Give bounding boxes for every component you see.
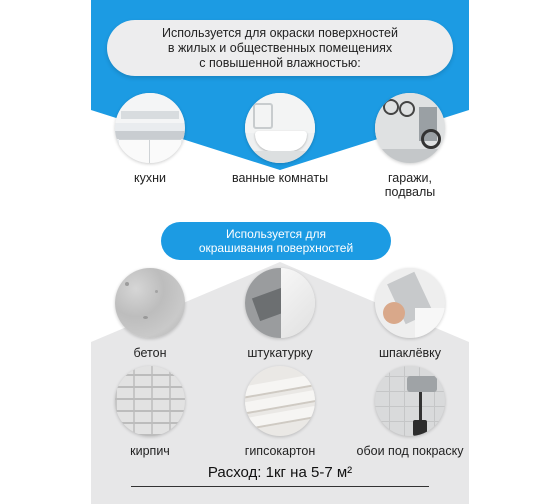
room-item-kitchen: [95, 93, 205, 185]
bathroom-photo-icon: [245, 93, 315, 163]
surface-label-concrete: бетон: [133, 346, 167, 360]
plaster-photo-icon: [245, 268, 315, 338]
wallpaper-photo-icon: [375, 366, 445, 436]
garage-photo-icon: [375, 93, 445, 163]
room-item-bathroom: [225, 93, 335, 185]
usage-surfaces-banner: [161, 222, 391, 260]
surface-label-brick: кирпич: [130, 444, 170, 458]
surface-item-drywall: [225, 366, 335, 458]
concrete-photo-icon: [115, 268, 185, 338]
usage-rooms-banner: [107, 20, 453, 76]
surface-item-putty: [355, 268, 465, 360]
product-info-card: [91, 0, 469, 504]
brick-photo-icon: [115, 366, 185, 436]
usage-rooms-text: Используется для окраски поверхностей в жилых и общественных помещениях с повышенной влажностью:: [162, 25, 398, 70]
surface-label-wallpaper: обои под покраску: [356, 444, 464, 458]
surface-label-plaster: штукатурку: [247, 346, 313, 360]
drywall-photo-icon: [245, 366, 315, 436]
surface-item-wallpaper: [355, 366, 465, 458]
kitchen-photo-icon: [115, 93, 185, 163]
surface-label-drywall: гипсокартон: [244, 444, 316, 458]
room-item-garage: [355, 93, 465, 199]
footer-divider: [131, 486, 429, 487]
consumption-rate: Расход: 1кг на 5-7 м²: [207, 464, 353, 481]
usage-surfaces-text: Используется для окрашивания поверхностей: [198, 227, 354, 255]
room-label-kitchen: кухни: [134, 171, 166, 185]
surface-item-concrete: [95, 268, 205, 360]
surface-item-plaster: [225, 268, 335, 360]
room-label-bathroom: ванные комнаты: [231, 171, 329, 185]
surface-label-putty: шпаклёвку: [378, 346, 442, 360]
surface-item-brick: [95, 366, 205, 458]
putty-photo-icon: [375, 268, 445, 338]
room-label-garage: гаражи, подвалы: [384, 171, 436, 199]
